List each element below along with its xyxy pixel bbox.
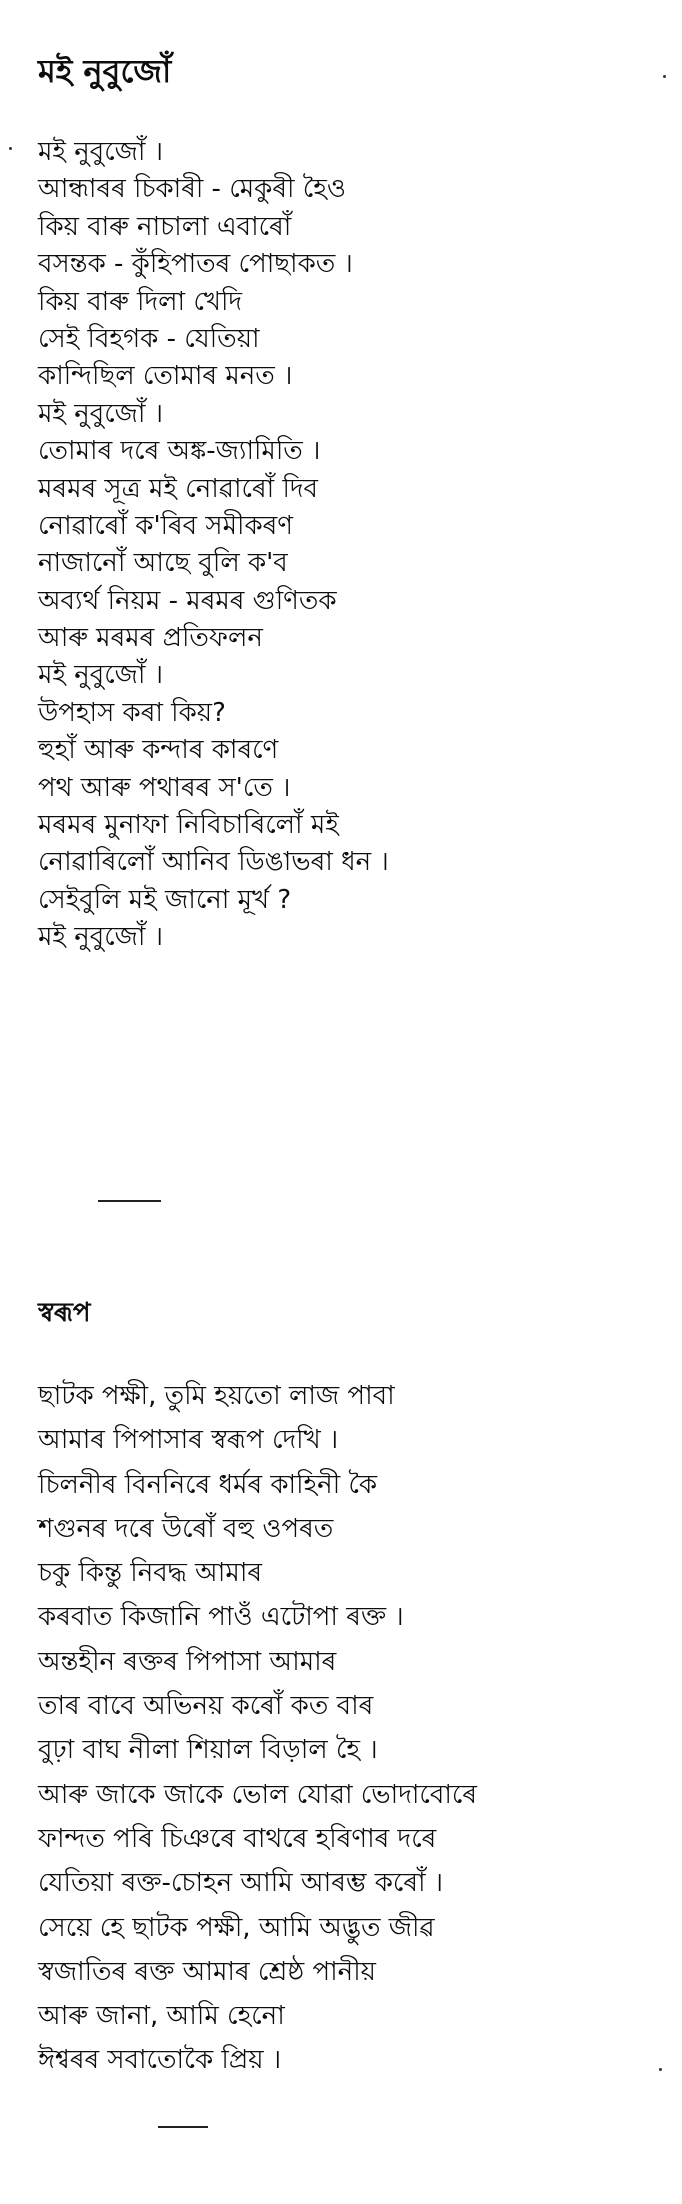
poem-line: তাৰ বাবে অভিনয় কৰোঁ কত বাৰ <box>38 1691 374 1722</box>
poem-line: বুঢ়া বাঘ নীলা শিয়াল বিড়াল হৈ । <box>38 1735 378 1766</box>
poem-line: যেতিয়া ৰক্ত-চোহন আমি আৰম্ভ কৰোঁ । <box>38 1868 444 1899</box>
poem-line: অব্যৰ্থ নিয়ম - মৰমৰ গুণিতক <box>38 585 337 616</box>
poem-line: অন্তহীন ৰক্তৰ পিপাসা আমাৰ <box>38 1646 337 1677</box>
poem-line: সেই বিহগক - যেতিয়া <box>38 323 260 354</box>
poem-line: আৰু মৰমৰ প্ৰতিফলন <box>38 623 263 654</box>
poem-line: কিয় বাৰু দিলা খেদি <box>38 286 243 317</box>
poem-line: মৰমৰ সূত্ৰ মই নোৱাৰোঁ দিব <box>38 473 319 504</box>
poem-line: আমাৰ পিপাসাৰ স্বৰূপ দেখি । <box>38 1425 339 1456</box>
poem-line: আৰু জাকে জাকে ভোল যোৱা ভোদাবোৰে <box>38 1779 477 1810</box>
poem-line: ছাটক পক্ষী, তুমি হয়তো লাজ পাবা <box>38 1381 395 1411</box>
scan-speck <box>659 2068 662 2071</box>
poem-line: শগুনৰ দৰে উৰোঁ বহু ওপৰত <box>38 1513 334 1544</box>
poem-body <box>38 1374 477 2083</box>
poem-line: তোমাৰ দৰে অঙ্ক-জ্যামিতি । <box>38 436 321 467</box>
poem-line: পথ আৰু পথাৰৰ স'তে । <box>38 772 291 803</box>
poem-line: সেইবুলি মই জানো মূৰ্খ ? <box>38 884 292 915</box>
poem-line: কৰবাত কিজানি পাওঁ এটোপা ৰক্ত । <box>38 1602 404 1633</box>
poem-line: নোৱাৰোঁ ক'ৰিব সমীকৰণ <box>38 510 294 541</box>
end-divider <box>158 2126 208 2128</box>
poem-line: স্বজাতিৰ ৰক্ত আমাৰ শ্ৰেষ্ঠ পানীয় <box>38 1956 376 1987</box>
poem-line: হুহাঁ আৰু কন্দাৰ কাৰণে <box>38 735 279 766</box>
poem-title: স্বৰূপ <box>38 1298 91 1328</box>
poem-line: মৰমৰ মুনাফা নিবিচাৰিলোঁ মই <box>38 810 339 841</box>
poem-line: কান্দিছিল তোমাৰ মনত । <box>38 361 293 392</box>
poem-line: ঈশ্বৰৰ সবাতোকৈ প্ৰিয় । <box>38 2045 282 2076</box>
poem-line: আন্ধাৰৰ চিকাৰী - মেকুৰী হৈও <box>38 174 347 205</box>
poem-line: মই নুবুজোঁ । <box>38 922 164 953</box>
section-divider <box>98 1200 161 1202</box>
poem-line: চকু কিন্তু নিবদ্ধ আমাৰ <box>38 1558 263 1589</box>
scan-speck <box>9 147 12 150</box>
poem-line: চিলনীৰ বিননিৰে ধৰ্মৰ কাহিনী কৈ <box>38 1469 378 1500</box>
poem-line: উপহাস কৰা কিয়? <box>38 697 226 728</box>
scan-speck <box>663 75 666 78</box>
poem-line: আৰু জানা, আমি হেনো <box>38 2001 285 2032</box>
poem-body <box>38 134 389 957</box>
poem-title: মই নুবুজোঁ <box>38 52 172 90</box>
poem-line: কিয় বাৰু নাচালা এবাৰোঁ <box>38 211 292 242</box>
poem-line: মই নুবুজোঁ । <box>38 398 164 429</box>
poem-line: ফান্দত পৰি চিঞৰে বাথৰে হৰিণাৰ দৰে <box>38 1823 437 1854</box>
poem-line: নোৱাৰিলোঁ আনিব ডিঙাভৰা ধন । <box>38 847 389 878</box>
poem-line: মই নুবুজোঁ । <box>38 137 164 167</box>
poem-line: মই নুবুজোঁ । <box>38 660 164 691</box>
poem-line: সেয়ে হে ছাটক পক্ষী, আমি অদ্ভুত জীৱ <box>38 1912 435 1943</box>
poem-line: নাজানোঁ আছে বুলি ক'ব <box>38 548 288 579</box>
poem-line: বসন্তক - কুঁহিপাতৰ পোছাকত । <box>38 249 353 280</box>
